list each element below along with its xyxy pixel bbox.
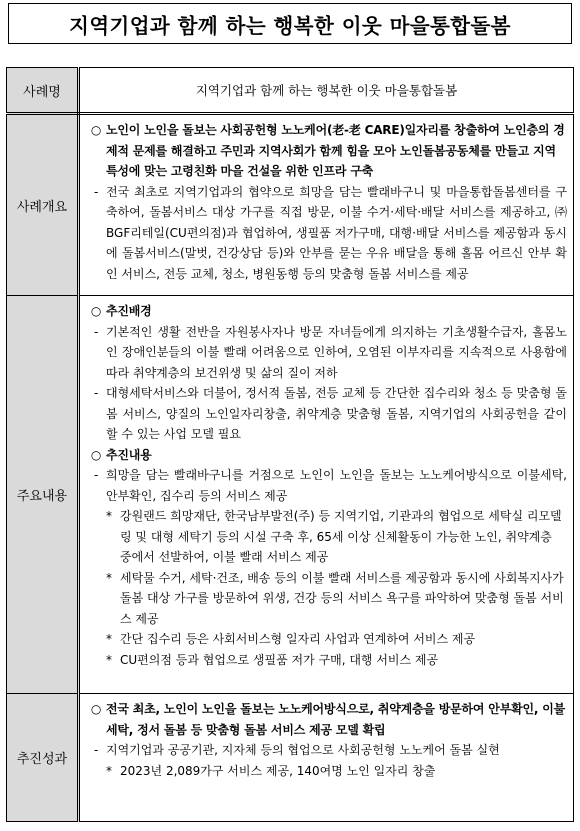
star-marker: * [106, 509, 112, 523]
section-background-title: 추진배경 [106, 304, 152, 318]
dash-marker: - [94, 386, 99, 400]
header-case-name: 사례명 [7, 68, 79, 114]
dash-marker: - [94, 743, 99, 757]
contents-star-item [86, 568, 567, 630]
row-main-content [7, 296, 574, 694]
contents-star-text-3: 간단 집수리 등은 사회서비스형 일자리 사업과 연계하여 서비스 제공 [120, 632, 476, 646]
circle-marker: ○ [90, 702, 102, 716]
header-results: 추진성과 [7, 694, 79, 822]
results-cell [79, 694, 574, 822]
dash-marker: - [94, 184, 99, 199]
results-star-item [86, 761, 567, 782]
case-name-value: 지역기업과 함께 하는 행복한 이웃 마을통합돌봄 [79, 68, 574, 114]
contents-star-text-2: 세탁물 수거, 세탁·건조, 배송 등의 이불 빨래 서비스를 제공함과 동시에 사회복지사가 돌봄 대상 가구를 방문하여 위생, 건강 등의 서비스 욕구를 파악하여 맞춤형 돌봄 서비스 제공 [120, 570, 564, 626]
main-content-cell [79, 296, 574, 694]
results-circle-item [86, 699, 567, 740]
results-star-text: 2023년 2,089가구 서비스 제공, 140여명 노인 일자리 창출 [120, 763, 436, 778]
row-overview [7, 114, 574, 296]
section-background [86, 301, 567, 322]
contents-star-item [86, 506, 567, 568]
overview-cell [79, 114, 574, 296]
contents-star-item [86, 629, 567, 650]
star-marker: * [106, 632, 112, 646]
section-contents-title: 추진내용 [106, 447, 152, 462]
background-dash-item [86, 383, 567, 445]
contents-star-text-4: CU편의점 등과 협업으로 생필품 저가 구매, 대행 서비스 제공 [120, 652, 439, 667]
results-dash-item [86, 740, 567, 761]
contents-star-text-1: 강원랜드 희망재단, 한국남부발전(주) 등 지역기업, 기관과의 협업으로 세탁실 리모델링 및 대형 세탁기 등의 시설 구축 후, 65세 이상 신체활동이 가능한 노인, 취약계층 중에서 선발하여, 이불 빨래 서비스 제공 [120, 509, 562, 564]
title-box [8, 3, 572, 44]
background-dash-text-2: 대형세탁서비스와 더불어, 정서적 돌봄, 전등 교체 등 간단한 집수리와 청소 등 맞춤형 돌봄 서비스, 양질의 노인일자리창출, 취약계층 맞춤형 돌봄, 지역기업의 사회공헌을 같이 할 수 있는 사업 모델 필요 [106, 386, 567, 441]
background-dash-text-1: 기본적인 생활 전반을 자원봉사자나 방문 자녀들에게 의지하는 기초생활수급자, 홀몸노인 장애인분들의 이불 빨래 어려움으로 인하여, 오염된 이부자리를 지속적으로 사용함에 따라 취약계층의 보건위생 및 삶의 질이 저하 [106, 324, 567, 380]
star-marker: * [106, 652, 112, 667]
dash-marker: - [94, 324, 99, 339]
circle-marker: ○ [90, 447, 102, 462]
contents-dash-text: 희망을 담는 빨래바구니를 거점으로 노인이 노인을 돌보는 노노케어방식으로 이불세탁, 안부확인, 집수리 등의 서비스 제공 [106, 468, 567, 503]
page-title: 지역기업과 함께 하는 행복한 이웃 마을통합돌봄 [69, 13, 511, 38]
contents-star-item [86, 650, 567, 671]
results-dash-text: 지역기업과 공공기관, 지자체 등의 협업으로 사회공헌형 노노케어 돌봄 실현 [106, 743, 500, 757]
overview-dash-text: 전국 최초로 지역기업과의 협약으로 희망을 담는 빨래바구니 및 마을통합돌봄센터를 구축하여, 돌봄서비스 대상 가구를 직접 방문, 이불 수거·세탁·배달 서비스를 제공하고, ㈜BGF리테일(CU편의점)과 협업하여, 생필품 저가구매, 대행·배달 서비스를 제공함과 동시에 돌봄서비스(말벗, 건강상담 등)와 안부를 묻는 우유 배달을 통해 홀몸 어르신 안부 확인 서비스, 전등 교체, 청소, 병원동행 등의 맞춤형 돌봄 서비스를 제공 [106, 184, 567, 281]
results-circle-text: 전국 최초, 노인이 노인을 돌보는 노노케어방식으로, 취약계층을 방문하여 안부확인, 이불세탁, 정서 돌봄 등 맞춤형 돌봄 서비스 제공 모델 확립 [106, 702, 565, 737]
overview-circle-text: 노인이 노인을 돌보는 사회공헌형 노노케어(老-老 CARE)일자리를 창출하여 노인층의 경제적 문제를 해결하고 주민과 지역사회가 함께 힘을 모아 노인돌봄공동체를 만들고 지역특성에 맞는 고령친화 마을 건설을 위한 인프라 구축 [106, 123, 565, 178]
overview-dash-item [86, 182, 567, 285]
circle-marker: ○ [90, 304, 102, 318]
row-results [7, 694, 574, 822]
background-dash-item [86, 322, 567, 384]
section-contents [86, 445, 567, 466]
row-case-name [7, 68, 574, 114]
header-main-content: 주요내용 [7, 296, 79, 694]
star-marker: * [106, 570, 112, 585]
case-table [6, 67, 574, 822]
star-marker: * [106, 763, 112, 778]
circle-marker: ○ [90, 123, 102, 137]
overview-circle-item [86, 120, 567, 182]
dash-marker: - [94, 468, 99, 482]
header-overview: 사례개요 [7, 114, 79, 296]
contents-dash-item [86, 465, 567, 506]
